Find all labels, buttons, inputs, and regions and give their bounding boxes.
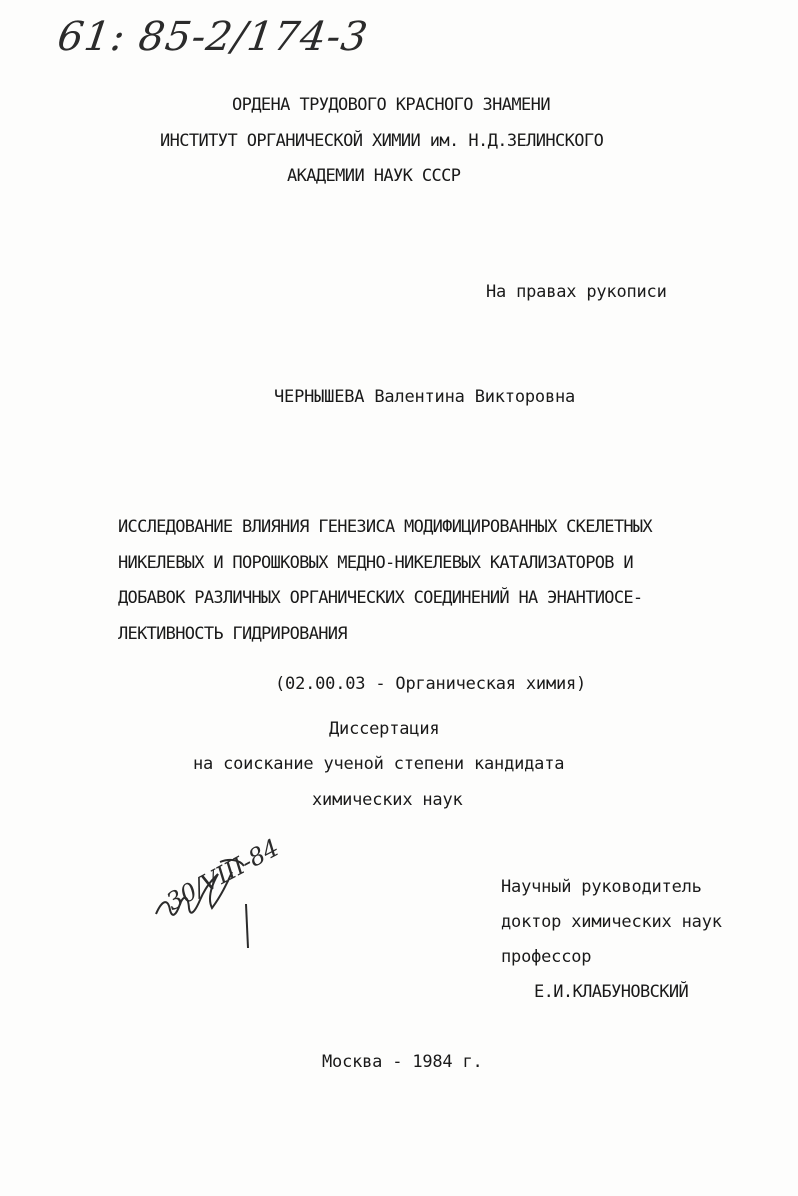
supervisor-title: Научный руководитель bbox=[501, 877, 702, 897]
rights-note: На правах рукописи bbox=[486, 282, 667, 302]
supervisor-degree: доктор химических наук bbox=[501, 912, 722, 932]
specialty: (02.00.03 - Органическая химия) bbox=[275, 674, 587, 694]
title-line-4: ЛЕКТИВНОСТЬ ГИДРИРОВАНИЯ bbox=[118, 624, 347, 644]
supervisor-rank: профессор bbox=[501, 947, 592, 967]
header-line-1: ОРДЕНА ТРУДОВОГО КРАСНОГО ЗНАМЕНИ bbox=[232, 95, 550, 115]
dissertation-field: химических наук bbox=[312, 790, 463, 810]
title-line-1: ИССЛЕДОВАНИЕ ВЛИЯНИЯ ГЕНЕЗИСА МОДИФИЦИРОВАННЫХ СКЕЛЕТНЫХ bbox=[118, 517, 652, 537]
handwritten-date: 30/VIII-84 bbox=[161, 833, 284, 916]
dissertation-label: Диссертация bbox=[329, 719, 440, 739]
supervisor-name: Е.И.КЛАБУНОВСКИЙ bbox=[534, 982, 689, 1002]
title-line-3: ДОБАВОК РАЗЛИЧНЫХ ОРГАНИЧЕСКИХ СОЕДИНЕНИЙ НА ЭНАНТИОСЕ- bbox=[118, 588, 643, 608]
footer-city-year: Москва - 1984 г. bbox=[322, 1052, 483, 1072]
title-line-2: НИКЕЛЕВЫХ И ПОРОШКОВЫХ МЕДНО-НИКЕЛЕВЫХ КАТАЛИЗАТОРОВ И bbox=[118, 553, 633, 573]
header-line-3: АКАДЕМИИ НАУК СССР bbox=[287, 166, 461, 186]
archive-code: 61: 85-2/174-3 bbox=[54, 14, 371, 60]
author-name: ЧЕРНЫШЕВА Валентина Викторовна bbox=[274, 387, 576, 407]
header-line-2: ИНСТИТУТ ОРГАНИЧЕСКОЙ ХИМИИ им. Н.Д.ЗЕЛИНСКОГО bbox=[160, 131, 604, 151]
dissertation-degree: на соискание ученой степени кандидата bbox=[193, 754, 565, 774]
